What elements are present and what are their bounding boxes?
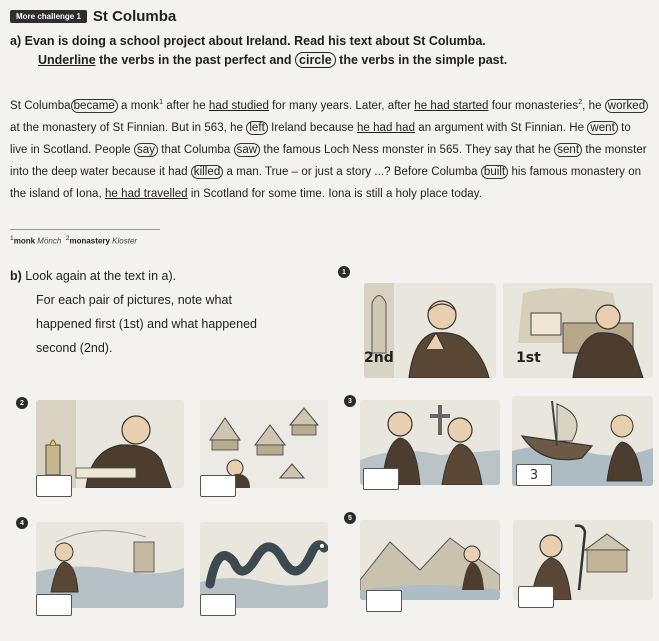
footnote-marker: 2: [578, 99, 583, 106]
circled-verb[interactable]: went: [587, 121, 618, 135]
travelling-scotland-illustration: [360, 520, 500, 600]
circled-verb[interactable]: saw: [234, 143, 261, 157]
pair-number-1: 1: [338, 266, 350, 278]
story-part: to live in Scotland. People: [10, 121, 631, 156]
footnote-divider: [10, 229, 160, 230]
pair-4-left-answer-box[interactable]: [36, 594, 72, 616]
footnote: [10, 235, 137, 246]
pair-number-4: 4: [16, 517, 28, 529]
footnote-number: 2: [65, 235, 70, 242]
section-b-text: For each pair of pictures, note what: [36, 293, 232, 307]
circled-verb[interactable]: killed: [191, 165, 224, 179]
story-part: in Scotland for some time. Iona is still a holy place today.: [187, 187, 482, 200]
pair-number-3: 3: [344, 395, 356, 407]
pair-3-right-answer-box[interactable]: 3: [516, 464, 552, 486]
pair-2-left-answer-box[interactable]: [36, 475, 72, 497]
header: [10, 8, 176, 25]
pair-5-left-picture: [360, 520, 500, 600]
story-part: his famous monastery on the island of Iona,: [10, 165, 642, 200]
underline-word: Underline: [38, 53, 96, 67]
story-text: [10, 92, 650, 205]
story-part: the famous Loch Ness monster in 565. They say that he: [260, 143, 555, 156]
page-title: St Columba: [92, 8, 177, 25]
footnote-word: monastery: [69, 236, 110, 246]
underlined-verb[interactable]: had studied: [208, 99, 269, 112]
section-a-instructions: [10, 32, 650, 70]
pair-1-right-answer[interactable]: 1st: [516, 350, 541, 366]
section-b-label: b): [10, 269, 22, 283]
story-part: four monasteries: [488, 99, 579, 112]
circled-verb[interactable]: sent: [554, 143, 582, 157]
footnote-translation: Mönch: [37, 236, 62, 246]
section-b-instructions: [10, 264, 310, 360]
section-a-text-2b: the verbs in the simple past.: [335, 53, 508, 67]
story-part: an argument with St Finnian. He: [415, 121, 588, 134]
story-part: for many years. Later, after: [268, 99, 415, 112]
footnote-marker: 1: [159, 99, 164, 106]
story-part: , he: [582, 99, 605, 112]
pair-1-left-answer[interactable]: 2nd: [364, 350, 394, 366]
story-part: St Columba: [10, 99, 71, 112]
circled-verb[interactable]: worked: [605, 99, 648, 113]
section-a-text-1: Evan is doing a school project about Ireland. Read his text about St Columba.: [24, 34, 486, 48]
footnote-word: monk: [13, 236, 36, 246]
story-part: Ireland because: [267, 121, 357, 134]
underlined-verb[interactable]: he had started: [414, 99, 489, 112]
circled-verb[interactable]: became: [71, 99, 118, 113]
story-part: a monk: [117, 99, 160, 112]
pair-5-left-answer-box[interactable]: [366, 590, 402, 612]
pair-number-5: 5: [344, 512, 356, 524]
section-b-text: second (2nd).: [36, 341, 113, 355]
pair-3-left-answer-box[interactable]: [363, 468, 399, 490]
footnote-number: 1: [10, 235, 14, 242]
circle-word: circle: [295, 52, 336, 68]
section-a-line-2: [10, 51, 650, 70]
pair-number-2: 2: [16, 397, 28, 409]
story-part: a man. True – or just a story ...? Before Columba: [223, 165, 481, 178]
footnote-translation: Kloster: [112, 236, 138, 246]
pair-4-right-answer-box[interactable]: [200, 594, 236, 616]
pair-2-right-answer-box[interactable]: [200, 475, 236, 497]
circled-verb[interactable]: say: [134, 143, 158, 157]
underlined-verb[interactable]: he had travelled: [104, 187, 188, 200]
section-a-text-2a: the verbs in the past perfect and: [95, 53, 296, 67]
circled-verb[interactable]: built: [481, 165, 508, 179]
story-part: that Columba: [158, 143, 234, 156]
section-b-text: Look again at the text in a).: [25, 269, 177, 283]
story-part: at the monastery of St Finnian. But in 563, he: [10, 121, 247, 134]
section-a-line-1: [10, 32, 650, 51]
story-part: after he: [163, 99, 209, 112]
circled-verb[interactable]: left: [246, 121, 268, 135]
challenge-badge: More challenge 1: [10, 10, 87, 23]
story-part: the monster into the deep water because it had: [10, 143, 647, 178]
section-b-line-1: [10, 264, 310, 288]
underlined-verb[interactable]: he had had: [356, 121, 416, 134]
section-b-text: happened first (1st) and what happened: [36, 317, 257, 331]
section-a-label: a): [10, 34, 22, 48]
pair-5-right-answer-box[interactable]: [518, 586, 554, 608]
